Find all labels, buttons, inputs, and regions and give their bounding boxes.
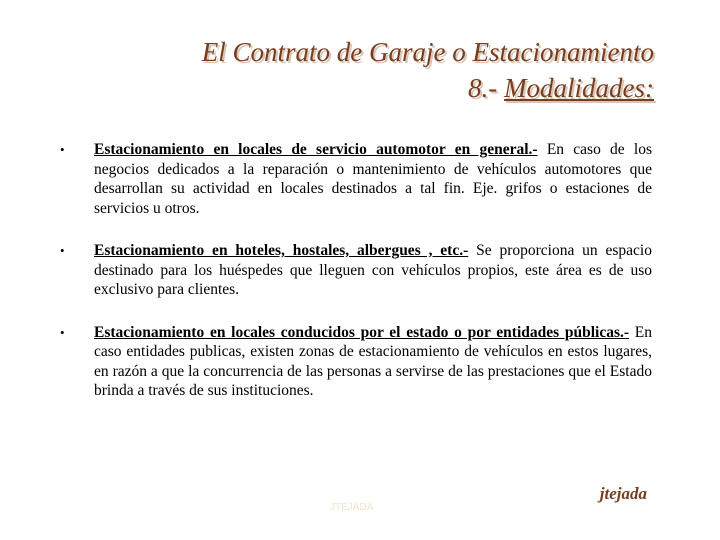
list-item-text: [94, 323, 652, 401]
bullet-icon: •: [60, 324, 65, 340]
bullet-icon: •: [60, 142, 65, 157]
list-item-body: En caso entidades publicas, existen zonas de estacionamiento de vehículos en estos lugares, en razón a que la concurrencia de las personas a servirse de las prestaciones que el Estado brinda a través de sus instituciones.: [94, 323, 652, 399]
footer-author: jtejada: [599, 484, 647, 503]
title-section-heading: Modalidades:: [504, 73, 654, 103]
list-item-text: [94, 241, 652, 300]
title-line-2: [202, 70, 654, 106]
list-item: [58, 140, 652, 218]
list-item: [58, 241, 652, 300]
list-item-lead: Estacionamiento en locales conducidos por el estado o por entidades públicas.-: [94, 323, 630, 341]
title-section-number: 8.-: [468, 73, 505, 103]
list-item-lead: Estacionamiento en hoteles, hostales, albergues , etc.-: [94, 242, 469, 259]
bullet-list: [58, 140, 652, 401]
list-item-body: Se proporciona un espacio destinado para los huéspedes que lleguen con vehículos propios, este área es de uso exclusivo para clientes.: [94, 242, 652, 298]
bullet-icon: •: [60, 243, 65, 258]
list-item-text: [94, 140, 652, 218]
list-item: [58, 323, 652, 401]
list-item-lead: Estacionamiento en locales de servicio automotor en general.-: [94, 141, 538, 158]
list-item-body: En caso de los negocios dedicados a la reparación o mantenimiento de vehículos automotores que desarrollan su actividad en locales destinados a tal fin. Eje. grifos o estaciones de servicios u otros.: [94, 141, 652, 217]
title-line-1: El Contrato de Garaje o Estacionamiento: [201, 37, 654, 67]
slide-title: [202, 34, 654, 106]
footer-watermark-text: JTEJADA: [330, 502, 374, 513]
